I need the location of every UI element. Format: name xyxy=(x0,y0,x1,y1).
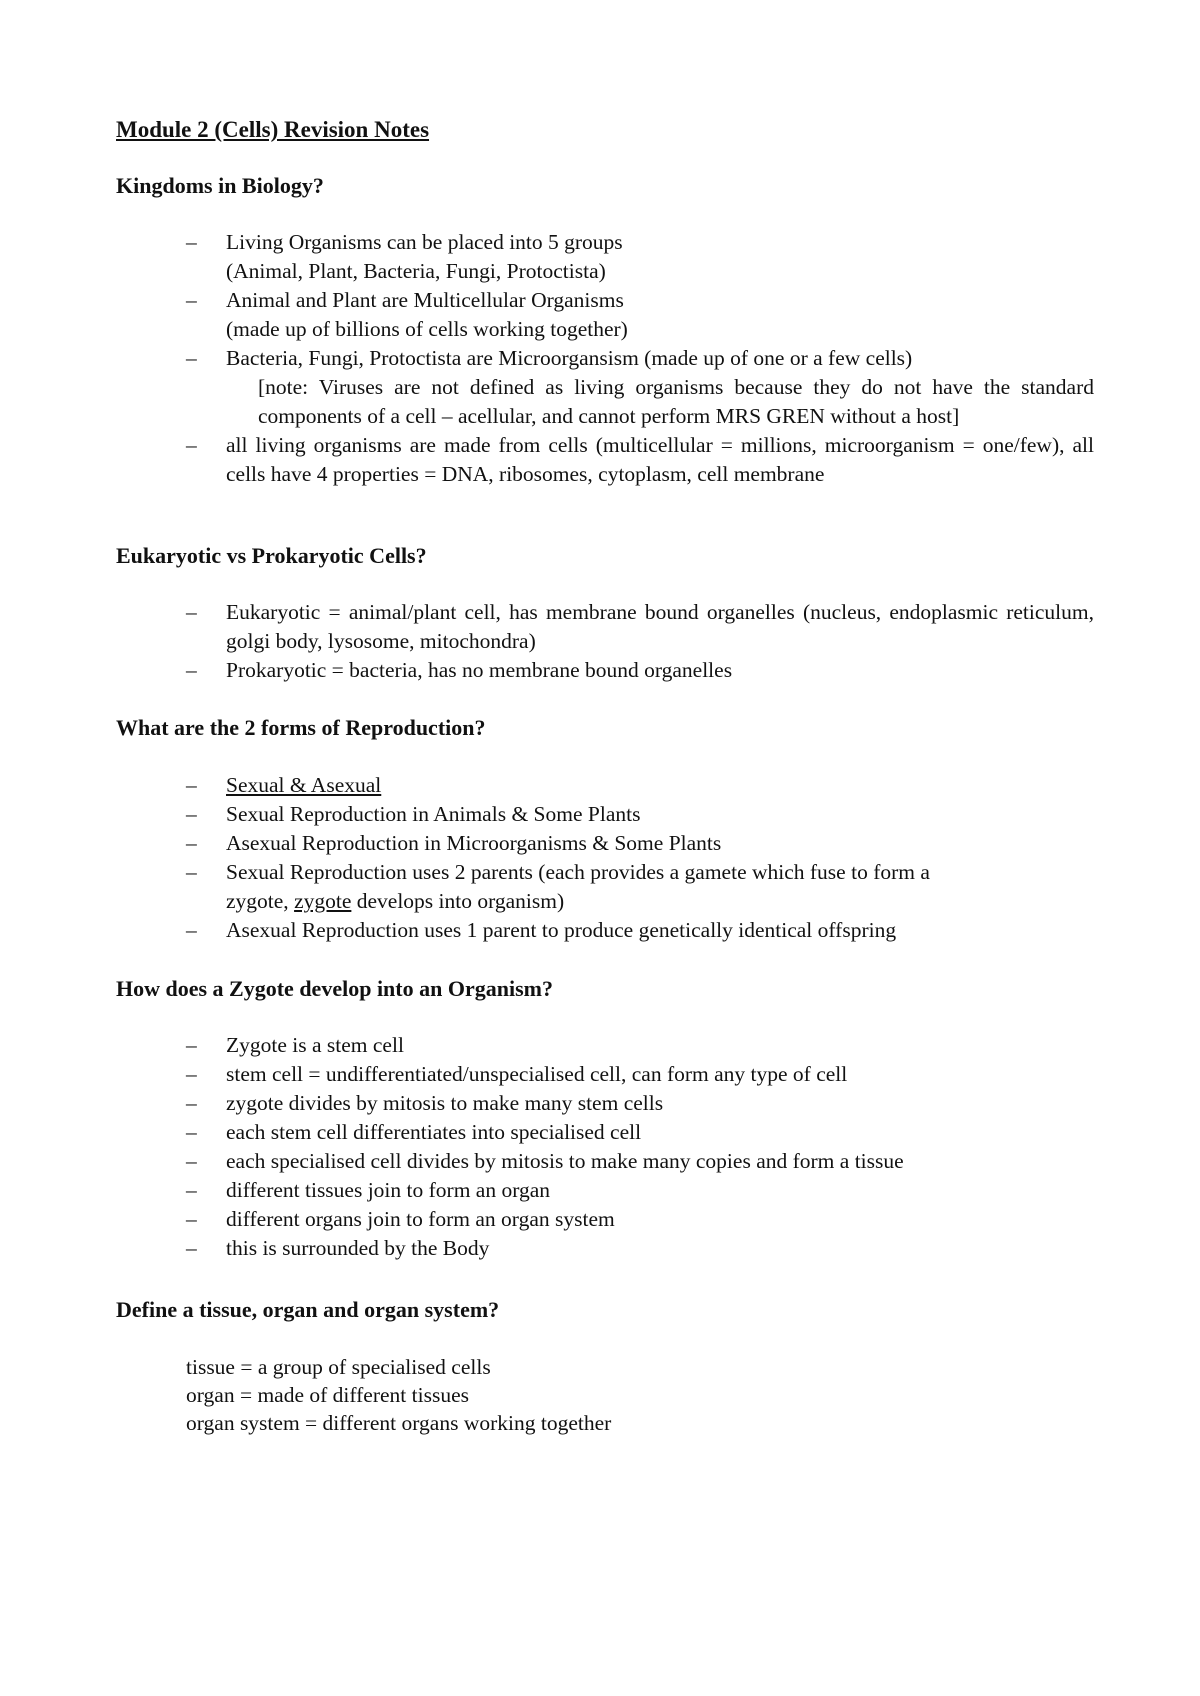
list-item: – zygote divides by mitosis to make many stem cells xyxy=(186,1089,1094,1118)
dash-bullet: – xyxy=(186,918,197,942)
list-item: – Sexual & Asexual xyxy=(186,771,1094,800)
list-item: – all living organisms are made from cells (multicellular = millions, microorganism = one/few), all cells have 4 properties = DNA, ribosomes, cytoplasm, cell membrane xyxy=(186,433,1094,486)
list-item: – stem cell = undifferentiated/unspecialised cell, can form any type of cell xyxy=(186,1060,1094,1089)
dash-bullet: – xyxy=(186,1178,197,1202)
section-heading-reproduction: What are the 2 forms of Reproduction? xyxy=(116,715,486,740)
list-item: – each stem cell differentiates into specialised cell xyxy=(186,1118,1094,1147)
list-item: – Asexual Reproduction in Microorganisms & Some Plants xyxy=(186,829,1094,858)
section-heading-eukaryotic: Eukaryotic vs Prokaryotic Cells? xyxy=(116,543,427,568)
dash-bullet: – xyxy=(186,1033,197,1057)
zygote-list xyxy=(186,1031,1094,1263)
dash-bullet: – xyxy=(186,433,197,457)
list-item: – different organs join to form an organ system xyxy=(186,1205,1094,1234)
dash-bullet: – xyxy=(186,288,197,312)
definition-item: organ system = different organs working together xyxy=(186,1411,612,1435)
definitions-list xyxy=(186,1353,611,1437)
list-item: – Animal and Plant are Multicellular Organisms (made up of billions of cells working together) xyxy=(186,288,628,341)
dash-bullet: – xyxy=(186,658,197,682)
dash-bullet: – xyxy=(186,1207,197,1231)
section-heading-zygote: How does a Zygote develop into an Organism? xyxy=(116,976,553,1001)
dash-bullet: – xyxy=(186,1236,197,1260)
list-item: – Prokaryotic = bacteria, has no membrane bound organelles xyxy=(186,656,1094,685)
dash-bullet: – xyxy=(186,600,197,624)
list-item: – Asexual Reproduction uses 1 parent to produce genetically identical offspring xyxy=(186,916,1094,945)
dash-bullet: – xyxy=(186,1062,197,1086)
list-item: – Sexual Reproduction uses 2 parents (each provides a gamete which fuse to form a zygote, zygote develops into organism) xyxy=(186,860,930,913)
section-heading-kingdoms: Kingdoms in Biology? xyxy=(116,173,324,198)
dash-bullet: – xyxy=(186,346,197,370)
cell-types-list xyxy=(186,598,1094,685)
list-item: – different tissues join to form an organ xyxy=(186,1176,1094,1205)
kingdoms-list xyxy=(186,228,1094,489)
dash-bullet: – xyxy=(186,860,197,884)
dash-bullet: – xyxy=(186,1091,197,1115)
list-item: – Eukaryotic = animal/plant cell, has membrane bound organelles (nucleus, endoplasmic reticulum, golgi body, lysosome, mitochondra) xyxy=(186,600,1094,653)
list-item: – Sexual Reproduction in Animals & Some Plants xyxy=(186,800,1094,829)
dash-bullet: – xyxy=(186,773,197,797)
definition-item: organ = made of different tissues xyxy=(186,1383,469,1407)
dash-bullet: – xyxy=(186,802,197,826)
dash-bullet: – xyxy=(186,831,197,855)
virus-note: [note: Viruses are not defined as living organisms because they do not have the standard components of a cell – acellular, and cannot perform MRS GREN without a host] xyxy=(258,375,1094,428)
page-title: Module 2 (Cells) Revision Notes xyxy=(116,117,430,142)
list-item: – Living Organisms can be placed into 5 groups (Animal, Plant, Bacteria, Fungi, Protoctista) xyxy=(186,230,623,283)
dash-bullet: – xyxy=(186,1149,197,1173)
list-item: – Bacteria, Fungi, Protoctista are Microorgansism (made up of one or a few cells) [note: Viruses are not defined as living organisms because they do not have the standard components of a cell – acellular, and cannot perform MRS GREN without a host] xyxy=(186,344,1094,431)
list-item: – each specialised cell divides by mitosis to make many copies and form a tissue xyxy=(186,1147,1094,1176)
dash-bullet: – xyxy=(186,1120,197,1144)
dash-bullet: – xyxy=(186,230,197,254)
list-item: – Zygote is a stem cell xyxy=(186,1031,1094,1060)
reproduction-list xyxy=(186,771,1094,945)
section-heading-tissue: Define a tissue, organ and organ system? xyxy=(116,1297,500,1322)
list-item: – this is surrounded by the Body xyxy=(186,1234,1094,1263)
definition-item: tissue = a group of specialised cells xyxy=(186,1355,491,1379)
